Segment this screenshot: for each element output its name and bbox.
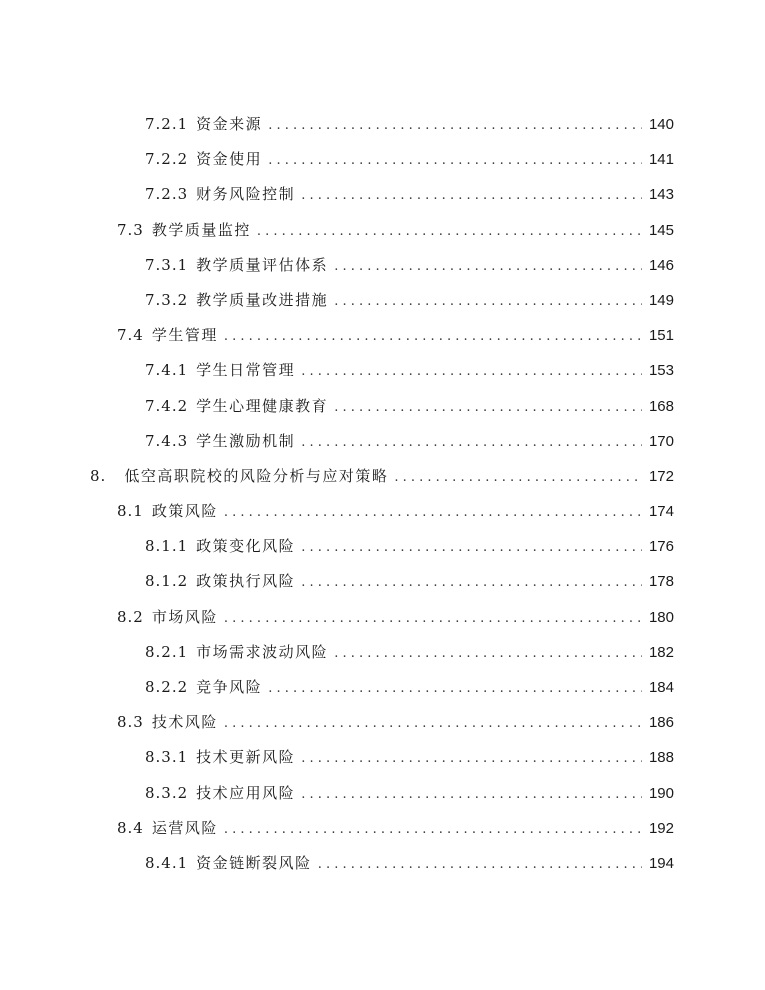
toc-entry[interactable] [0, 389, 765, 424]
toc-entry-page: 143 [648, 186, 674, 204]
toc-entry-title: 资金来源 [196, 115, 263, 133]
toc-dot-leader [268, 143, 642, 178]
toc-entry-title: 运营风险 [151, 818, 218, 837]
toc-entry-number: 8.1.1 [145, 537, 189, 556]
toc-entry-title: 学生管理 [151, 326, 218, 345]
toc-entry-number: 7.4.2 [145, 396, 189, 415]
toc-entry-page: 180 [648, 608, 674, 626]
toc-entry-page: 186 [648, 714, 674, 732]
toc-entry-number: 7.3 [117, 220, 144, 239]
toc-entry-page: 192 [648, 819, 674, 837]
table-of-contents [0, 107, 765, 881]
toc-dot-leader [301, 777, 642, 812]
toc-entry-number: 7.3.1 [145, 255, 189, 274]
toc-entry[interactable] [0, 318, 765, 353]
toc-entry[interactable] [0, 776, 765, 811]
toc-dot-leader [224, 812, 642, 847]
toc-entry-number: 7.4.1 [145, 361, 189, 380]
toc-entry-page: 182 [648, 643, 674, 661]
toc-entry[interactable] [0, 529, 765, 564]
toc-entry-title: 竞争风险 [196, 678, 263, 696]
toc-dot-leader [224, 319, 642, 354]
toc-entry-number: 7.3.2 [145, 290, 189, 309]
toc-entry-page: 176 [648, 538, 674, 556]
toc-entry-number: 8.2.1 [145, 642, 189, 661]
toc-dot-leader [301, 354, 642, 389]
toc-entry[interactable] [0, 600, 765, 635]
toc-entry[interactable] [0, 248, 765, 283]
toc-entry-number: 7.2.2 [145, 150, 189, 169]
toc-entry[interactable] [0, 740, 765, 775]
toc-dot-leader [268, 671, 642, 706]
toc-entry-number: 8.4 [117, 818, 144, 837]
toc-entry[interactable] [0, 846, 765, 881]
toc-entry-title: 教学质量评估体系 [196, 255, 329, 274]
toc-entry[interactable] [0, 635, 765, 670]
toc-entry-title: 市场需求波动风险 [196, 642, 329, 661]
toc-entry-page: 145 [648, 221, 674, 239]
toc-entry-title: 学生日常管理 [196, 361, 296, 380]
toc-entry-number: 8.3 [117, 713, 144, 732]
toc-entry-title: 技术应用风险 [196, 783, 296, 802]
toc-entry[interactable] [0, 494, 765, 529]
toc-entry-title: 财务风险控制 [196, 185, 296, 204]
toc-entry-number: 8.2 [117, 607, 144, 626]
toc-entry[interactable] [0, 424, 765, 459]
toc-entry[interactable] [0, 811, 765, 846]
toc-entry[interactable] [0, 670, 765, 705]
toc-entry-number: 7.2.1 [145, 115, 189, 133]
toc-entry-page: 140 [648, 116, 674, 133]
toc-dot-leader [334, 284, 642, 319]
toc-entry-page: 188 [648, 749, 674, 767]
toc-entry-title: 学生激励机制 [196, 431, 296, 450]
toc-entry-number: 8.1.2 [145, 572, 189, 591]
toc-entry[interactable] [0, 283, 765, 318]
toc-entry-page: 146 [648, 256, 674, 274]
toc-dot-leader [301, 530, 642, 565]
toc-entry[interactable] [0, 177, 765, 212]
toc-dot-leader [334, 390, 642, 425]
toc-dot-leader [268, 108, 642, 143]
toc-entry-number: 8.2.2 [145, 678, 189, 696]
toc-entry-title: 政策执行风险 [196, 572, 296, 591]
toc-entry-page: 151 [648, 327, 674, 345]
toc-entry-page: 168 [648, 397, 674, 415]
toc-entry-page: 153 [648, 362, 674, 380]
toc-dot-leader [301, 178, 642, 213]
toc-entry-number: 7.2.3 [145, 185, 189, 204]
toc-dot-leader [224, 495, 642, 530]
toc-dot-leader [224, 601, 642, 636]
toc-entry-title: 低空高职院校的风险分析与应对策略 [124, 466, 389, 485]
toc-entry-title: 教学质量改进措施 [196, 290, 329, 309]
toc-entry[interactable] [0, 564, 765, 599]
toc-dot-leader [301, 741, 642, 776]
toc-dot-leader [334, 249, 642, 284]
toc-entry[interactable] [0, 353, 765, 388]
toc-entry[interactable] [0, 213, 765, 248]
toc-entry[interactable] [0, 107, 765, 142]
toc-entry-page: 149 [648, 291, 674, 309]
toc-entry-number: 8.3.2 [145, 783, 189, 802]
toc-entry-title: 教学质量监控 [151, 220, 251, 239]
toc-entry-page: 172 [648, 467, 674, 485]
toc-entry-title: 政策风险 [151, 502, 218, 521]
toc-entry[interactable] [0, 705, 765, 740]
toc-entry[interactable] [0, 459, 765, 494]
toc-entry-page: 190 [648, 784, 674, 802]
toc-entry[interactable] [0, 142, 765, 177]
toc-entry-page: 178 [648, 573, 674, 591]
toc-dot-leader [301, 565, 642, 600]
toc-entry-title: 资金使用 [196, 150, 263, 169]
toc-dot-leader [224, 706, 642, 741]
toc-entry-title: 资金链断裂风险 [196, 853, 312, 872]
toc-entry-title: 市场风险 [151, 607, 218, 626]
toc-dot-leader [257, 214, 642, 249]
toc-entry-number: 7.4.3 [145, 431, 189, 450]
toc-entry-title: 政策变化风险 [196, 537, 296, 556]
toc-entry-page: 141 [648, 151, 674, 169]
toc-dot-leader [301, 425, 642, 460]
toc-dot-leader [318, 847, 642, 882]
toc-entry-number: 8.4.1 [145, 853, 189, 872]
toc-entry-number: 7.4 [117, 326, 144, 345]
toc-entry-page: 174 [648, 503, 674, 521]
toc-entry-page: 184 [648, 679, 674, 696]
toc-entry-title: 技术更新风险 [196, 748, 296, 767]
toc-entry-title: 学生心理健康教育 [196, 396, 329, 415]
toc-entry-page: 194 [648, 854, 674, 872]
toc-entry-number: 8.3.1 [145, 748, 189, 767]
toc-entry-page: 170 [648, 432, 674, 450]
toc-dot-leader [394, 460, 642, 495]
toc-entry-number: 8. [90, 466, 107, 485]
toc-entry-number: 8.1 [117, 502, 144, 521]
toc-entry-title: 技术风险 [151, 713, 218, 732]
toc-dot-leader [334, 636, 642, 671]
